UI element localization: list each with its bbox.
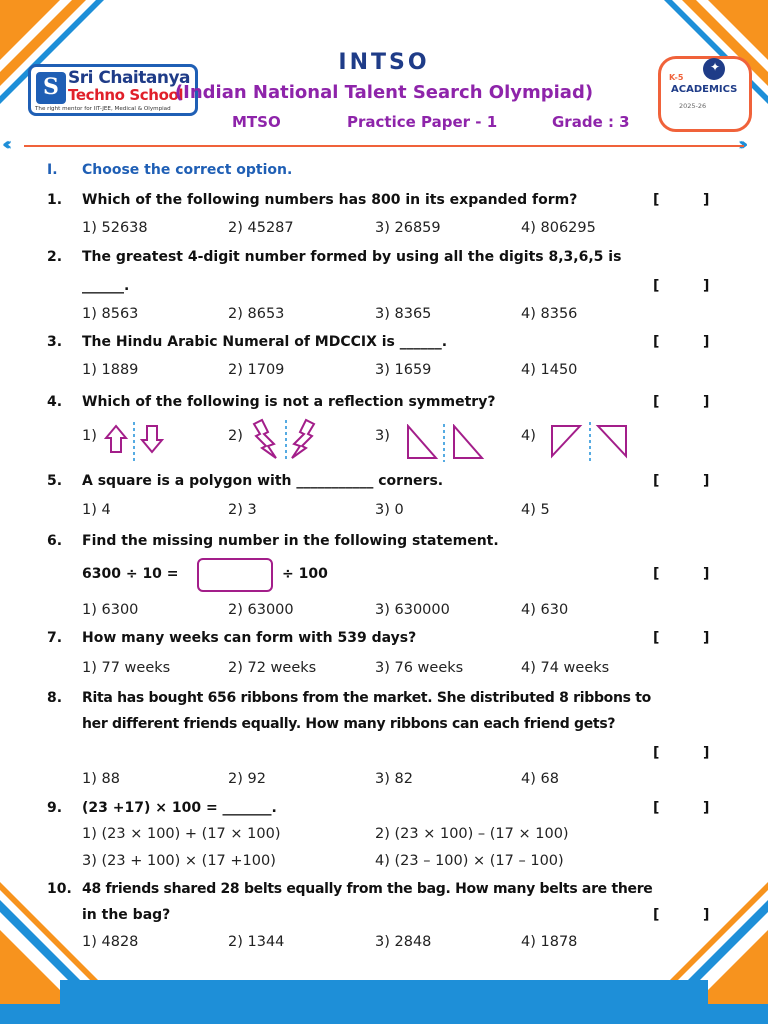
option[interactable]: 1) 6300 (82, 602, 139, 618)
missing-number-box[interactable] (197, 558, 273, 592)
option[interactable]: 4) 8356 (521, 306, 578, 322)
question-text: 48 friends shared 28 belts equally from the bag. How many belts are there (82, 881, 653, 897)
badge-year: 2025-26 (679, 102, 707, 110)
question-number: 2. (47, 249, 63, 265)
answer-bracket-open[interactable]: [ (653, 566, 660, 582)
answer-bracket-open[interactable]: [ (653, 630, 660, 646)
exam-title: INTSO (338, 50, 430, 75)
chevron-left-icon: ‹‹‹ (2, 134, 7, 155)
option[interactable]: 4) 806295 (521, 220, 596, 236)
option[interactable]: 4) 5 (521, 502, 550, 518)
answer-bracket-close[interactable]: ] (703, 800, 710, 816)
option[interactable]: 3) 0 (375, 502, 404, 518)
answer-bracket-close[interactable]: ] (703, 630, 710, 646)
header-divider (24, 145, 744, 147)
option[interactable]: 4) 74 weeks (521, 660, 610, 676)
option[interactable]: 4) 68 (521, 771, 559, 787)
answer-bracket-close[interactable]: ] (703, 394, 710, 410)
option[interactable]: 2) 45287 (228, 220, 294, 236)
option[interactable]: 3) 1659 (375, 362, 432, 378)
option[interactable]: 1) 77 weeks (82, 660, 171, 676)
question-text: Which of the following is not a reflection symmetry? (82, 394, 496, 410)
option[interactable]: 1) 4 (82, 502, 111, 518)
option[interactable]: 3) 2848 (375, 934, 432, 950)
option[interactable]: 1) (23 × 100) + (17 × 100) (82, 826, 281, 842)
answer-bracket-open[interactable]: [ (653, 907, 660, 923)
option[interactable]: 1) 8563 (82, 306, 139, 322)
logo-line-2: Techno School (68, 86, 184, 104)
logo-mark-icon: S (36, 72, 66, 104)
section-number: I. (47, 162, 58, 178)
option[interactable]: 1) 4828 (82, 934, 139, 950)
badge-k5: K-5 (669, 73, 684, 82)
option[interactable]: 4) 630 (521, 602, 569, 618)
option[interactable]: 3) 82 (375, 771, 413, 787)
question-text: How many weeks can form with 539 days? (82, 630, 417, 646)
option[interactable]: 2) 92 (228, 771, 266, 787)
option[interactable]: 1) (82, 428, 97, 444)
question-number: 5. (47, 473, 63, 489)
option[interactable]: 1) 1889 (82, 362, 139, 378)
option[interactable]: 1) 52638 (82, 220, 148, 236)
question-text: Which of the following numbers has 800 in its expanded form? (82, 192, 578, 208)
option[interactable]: 4) (521, 428, 536, 444)
option[interactable]: 3) 8365 (375, 306, 432, 322)
logo-line-1: Sri Chaitanya (68, 68, 191, 88)
triangles-figure-3 (404, 424, 488, 462)
badge-figure-icon: ✦ (703, 58, 725, 80)
option[interactable]: 3) (23 + 100) × (17 +100) (82, 853, 276, 869)
answer-bracket-open[interactable]: [ (653, 473, 660, 489)
option[interactable]: 3) 630000 (375, 602, 450, 618)
option[interactable]: 4) 1878 (521, 934, 578, 950)
paper-label: Practice Paper - 1 (347, 113, 498, 131)
question-text: Find the missing number in the following statement. (82, 533, 499, 549)
academics-badge (658, 56, 752, 132)
answer-bracket-open[interactable]: [ (653, 278, 660, 294)
question-text: her different friends equally. How many ribbons can each friend gets? (82, 716, 616, 732)
answer-bracket-open[interactable]: [ (653, 394, 660, 410)
option[interactable]: 2) (228, 428, 243, 444)
question-number: 6. (47, 533, 63, 549)
equation-right: ÷ 100 (282, 566, 328, 582)
section-title: Choose the correct option. (82, 162, 293, 178)
question-text: The greatest 4-digit number formed by using all the digits 8,3,6,5 is (82, 249, 622, 265)
question-number: 8. (47, 690, 63, 706)
option[interactable]: 2) 1709 (228, 362, 285, 378)
option[interactable]: 2) 72 weeks (228, 660, 317, 676)
answer-bracket-open[interactable]: [ (653, 800, 660, 816)
question-number: 7. (47, 630, 63, 646)
answer-bracket-open[interactable]: [ (653, 745, 660, 761)
option[interactable]: 2) 3 (228, 502, 257, 518)
answer-bracket-close[interactable]: ] (703, 473, 710, 489)
answer-bracket-close[interactable]: ] (703, 745, 710, 761)
option[interactable]: 2) 8653 (228, 306, 285, 322)
exam-subtitle: (Indian National Talent Search Olympiad) (174, 82, 594, 103)
question-text: Rita has bought 656 ribbons from the market. She distributed 8 ribbons to (82, 690, 651, 706)
answer-bracket-close[interactable]: ] (703, 334, 710, 350)
question-text: A square is a polygon with ___________ corners. (82, 473, 444, 489)
answer-bracket-open[interactable]: [ (653, 334, 660, 350)
question-number: 9. (47, 800, 63, 816)
answer-bracket-close[interactable]: ] (703, 192, 710, 208)
option[interactable]: 2) 63000 (228, 602, 294, 618)
answer-bracket-open[interactable]: [ (653, 192, 660, 208)
option[interactable]: 3) 76 weeks (375, 660, 464, 676)
option[interactable]: 3) 26859 (375, 220, 441, 236)
arrows-symmetry-figure (104, 420, 174, 464)
logo-tagline: The right mentor for IIT-JEE, Medical & Olympiad (35, 106, 171, 112)
answer-bracket-close[interactable]: ] (703, 907, 710, 923)
question-text: The Hindu Arabic Numeral of MDCCIX is ______. (82, 334, 448, 350)
option[interactable]: 2) 1344 (228, 934, 285, 950)
question-text: in the bag? (82, 907, 171, 923)
question-number: 10. (47, 881, 72, 897)
question-number: 3. (47, 334, 63, 350)
answer-bracket-close[interactable]: ] (703, 278, 710, 294)
question-text: (23 +17) × 100 = _______. (82, 800, 277, 816)
option[interactable]: 1) 88 (82, 771, 120, 787)
lightning-symmetry-figure (250, 418, 320, 464)
subject-label: MTSO (232, 113, 281, 131)
question-text: ______. (82, 278, 130, 294)
equation-left: 6300 ÷ 10 = (82, 566, 179, 582)
answer-bracket-close[interactable]: ] (703, 566, 710, 582)
badge-name: ACADEMICS (671, 84, 738, 95)
grade-label: Grade : 3 (552, 113, 630, 131)
option[interactable]: 2) (23 × 100) – (17 × 100) (375, 826, 569, 842)
question-number: 4. (47, 394, 63, 410)
question-number: 1. (47, 192, 63, 208)
option[interactable]: 3) (375, 428, 390, 444)
option[interactable]: 4) (23 – 100) × (17 – 100) (375, 853, 564, 869)
triangles-figure-4 (548, 422, 632, 462)
option[interactable]: 4) 1450 (521, 362, 578, 378)
